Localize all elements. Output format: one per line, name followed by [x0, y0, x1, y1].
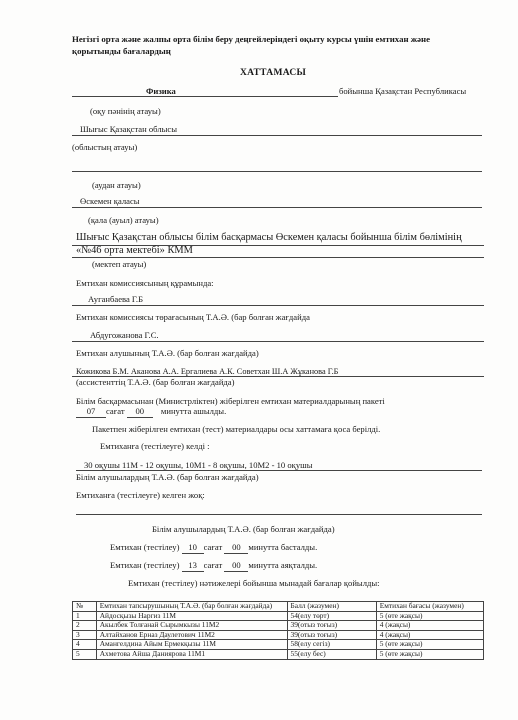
- came-value: 30 оқушы 11М - 12 оқушы, 10М1 - 8 оқушы, 10М2 - 10 оқушы: [84, 460, 313, 470]
- subject-suffix: бойынша Қазақстан Республикасы: [339, 86, 467, 96]
- header-student: Емтихан тапсырушының Т.А.Ә. (бар болған жағдайда): [96, 602, 287, 612]
- row-number: 5: [73, 649, 97, 659]
- row-student: Алтайханов Ерназ Даулетович 11М2: [96, 630, 287, 640]
- header-line-1: Негізгі орта және жалпы орта білім беру деңгейлеріндегі оқыту курсы үшін емтихан және: [72, 34, 431, 44]
- city-value: Өскемен қаласы: [80, 196, 140, 206]
- package-hour-label: сағат: [106, 406, 125, 416]
- row-student: Айдосқызы Наргиз 11М: [96, 611, 287, 621]
- row-grade: 4 (жақсы): [376, 621, 483, 631]
- document-title: ХАТТАМАСЫ: [240, 68, 307, 78]
- package-attached: Пакетпен жіберілген емтихан (тест) материалдары осы хаттамаға қоса берілді.: [92, 424, 381, 434]
- school-line-2: «№46 орта мектебі» КММ: [76, 245, 193, 256]
- end-prefix: Емтихан (тестілеу): [110, 560, 180, 570]
- subject-underline: [72, 96, 338, 97]
- row-score: 55(елу бес): [287, 649, 376, 659]
- package-minute: 00: [127, 406, 153, 418]
- package-hour: 07: [76, 406, 106, 418]
- row-number: 4: [73, 640, 97, 650]
- table-header-row: [73, 602, 484, 612]
- row-score: 58(елу сегіз): [287, 640, 376, 650]
- header-number: №: [73, 602, 97, 612]
- header-grade: Емтихан бағасы (жазумен): [376, 602, 483, 612]
- chair-underline: [72, 341, 484, 342]
- district-underline: [72, 171, 482, 172]
- table-row: [73, 649, 484, 659]
- row-grade: 5 (өте жақсы): [376, 640, 483, 650]
- came-caption: Білім алушылардың Т.А.Ә. (бар болған жағдайда): [76, 472, 259, 482]
- region-value: Шығыс Қазақстан облысы: [80, 124, 177, 134]
- subject-caption: (оқу пәнінің атауы): [90, 106, 161, 116]
- school-caption: (мектеп атауы): [92, 259, 147, 269]
- row-student: Ахметова Айша Даниярова 11М1: [96, 649, 287, 659]
- end-minute: 00: [224, 560, 248, 572]
- start-minute: 00: [224, 542, 248, 554]
- row-student: Амангелдина Айым Ермекқызы 11М: [96, 640, 287, 650]
- assistants-caption: (ассистенттің Т.А.Ә. (бар болған жағдайда): [76, 377, 235, 387]
- examiner-caption: Емтихан алушының Т.А.Ә. (бар болған жағдайда): [76, 348, 259, 358]
- city-underline: [72, 207, 482, 208]
- row-grade: 4 (жақсы): [376, 630, 483, 640]
- start-time: [110, 542, 317, 554]
- end-suffix: минутта аяқталды.: [248, 560, 318, 570]
- end-time: [110, 560, 317, 572]
- grades-table: [72, 601, 484, 660]
- row-number: 3: [73, 630, 97, 640]
- region-underline: [72, 135, 482, 136]
- row-score: 39(отыз тоғыз): [287, 630, 376, 640]
- row-score: 39(отыз тоғыз): [287, 621, 376, 631]
- school-underline-2: [72, 257, 484, 258]
- absent-label: Емтиханға (тестілеуге) келген жоқ:: [76, 490, 205, 500]
- package-suffix: минутта ашылды.: [160, 406, 227, 416]
- chair-value: Абдугожанова Г.С.: [90, 330, 159, 340]
- results-intro: Емтихан (тестілеу) нәтижелері бойынша мынадай бағалар қойылды:: [128, 578, 380, 588]
- package-time: [76, 406, 226, 418]
- end-hour-label: сағат: [203, 560, 223, 570]
- came-underline: [76, 470, 482, 471]
- absent-underline: [76, 514, 482, 515]
- table-row: [73, 621, 484, 631]
- start-suffix: минутта басталды.: [248, 542, 318, 552]
- row-student: Акылбек Толғанай Сырымкызы 11М2: [96, 621, 287, 631]
- city-caption: (қала (ауыл) атауы): [88, 215, 159, 225]
- start-hour-label: сағат: [203, 542, 223, 552]
- assistants-value: Кожикова Б.М. Аканова А.А. Ергалиева А.К. Советхан Ш.А Жұканова Г.Б: [76, 367, 339, 376]
- header-score: Балл (жазумен): [287, 602, 376, 612]
- absent-caption: Білім алушылардың Т.А.Ә. (бар болған жағдайда): [152, 524, 335, 534]
- row-number: 1: [73, 611, 97, 621]
- start-hour: 10: [182, 542, 204, 554]
- subject-value: Физика: [146, 86, 176, 96]
- row-grade: 5 (өте жақсы): [376, 649, 483, 659]
- chair-caption: Емтихан комиссиясы төрағасының Т.А.Ә. (бар болған жағдайда: [76, 312, 310, 322]
- commission-label: Емтихан комиссиясының құрамында:: [76, 278, 214, 288]
- package-line-1: Білім басқармасынан (Министрліктен) жіберілген емтихан материалдарының пакеті: [76, 396, 385, 406]
- end-hour: 13: [182, 560, 204, 572]
- region-caption: (облыстың атауы): [72, 142, 138, 152]
- row-number: 2: [73, 621, 97, 631]
- commission-member-underline: [72, 305, 484, 306]
- came-label: Емтиханға (тестілеуге) келді :: [100, 441, 210, 451]
- header-line-2: қорытынды бағалардың: [72, 46, 171, 56]
- school-line-1: Шығыс Қазақстан облысы білім басқармасы Өскемен қаласы бойынша білім бөлімінің: [76, 232, 462, 243]
- district-caption: (аудан атауы): [92, 180, 141, 190]
- start-prefix: Емтихан (тестілеу): [110, 542, 180, 552]
- commission-member: Ауганбаева Г.Б: [88, 294, 144, 304]
- row-grade: 5 (өте жақсы): [376, 611, 483, 621]
- row-score: 54(елу төрт): [287, 611, 376, 621]
